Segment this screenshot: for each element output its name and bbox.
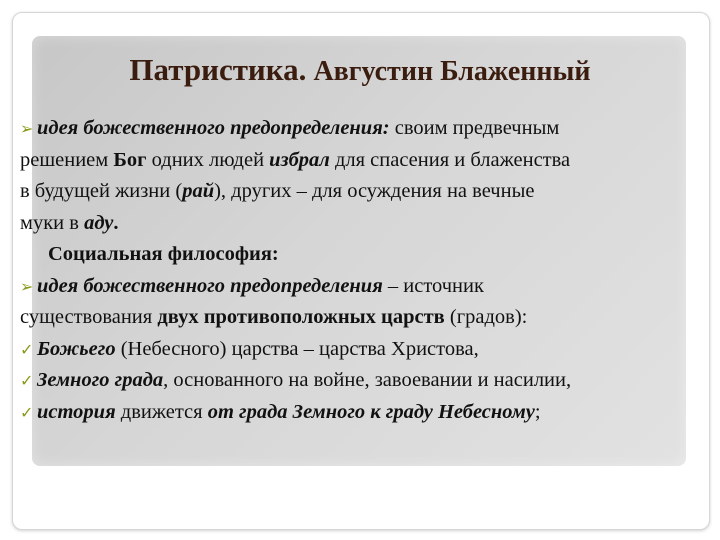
text-line — [20, 113, 700, 145]
text-line — [20, 208, 700, 240]
text-line — [20, 176, 700, 208]
text-segment: . — [113, 211, 119, 234]
arrow-bullet-icon: ➢ — [20, 276, 34, 296]
text-line — [20, 271, 700, 303]
text-segment: одних людей — [146, 148, 270, 171]
text-segment: ; — [534, 400, 541, 423]
text-segment: рай — [182, 180, 215, 202]
text-segment: своим предвечным — [389, 117, 560, 139]
text-segment: для спасения и блаженства — [329, 148, 571, 171]
text-line — [20, 302, 700, 334]
slide-title — [0, 52, 720, 88]
text-line — [20, 397, 700, 429]
text-line — [20, 365, 700, 397]
text-line — [20, 145, 700, 177]
text-segment: – источник — [382, 274, 484, 297]
text-segment: Социальная философия: — [48, 243, 279, 265]
text-segment: Божьего — [37, 337, 116, 360]
text-segment: избрал — [269, 148, 330, 171]
text-segment: история — [37, 400, 116, 423]
text-segment: двух противоположных царств — [157, 306, 445, 328]
text-segment: Бог — [113, 148, 147, 171]
text-segment: (градов): — [444, 306, 528, 328]
check-bullet-icon: ✓ — [20, 371, 34, 390]
text-segment: Земного града — [37, 369, 164, 391]
text-segment: решением — [20, 148, 114, 171]
text-segment: идея божественного предопределения — [37, 274, 383, 297]
title-sub: Августин Блаженный — [306, 56, 591, 87]
text-segment: движется — [115, 400, 208, 423]
text-segment: , основанного на войне, завоевании и насилии, — [163, 369, 572, 391]
text-segment: (Небесного) царства – царства Христова, — [115, 337, 479, 360]
text-line — [20, 334, 700, 366]
text-line — [20, 239, 700, 271]
text-segment: существования — [20, 306, 158, 328]
text-segment: в будущей жизни ( — [20, 180, 183, 202]
arrow-bullet-icon: ➢ — [20, 119, 34, 138]
slide-body — [20, 113, 700, 428]
title-main: Патристика. — [129, 52, 307, 87]
check-bullet-icon: ✓ — [20, 402, 34, 422]
text-segment: ), других – для осуждения на вечные — [214, 180, 535, 202]
check-bullet-icon: ✓ — [20, 339, 34, 359]
text-segment: муки в — [20, 211, 85, 234]
text-segment: от града Земного к граду Небесному — [207, 400, 535, 423]
text-segment: идея божественного предопределения: — [37, 117, 390, 139]
text-segment: аду — [84, 211, 114, 234]
